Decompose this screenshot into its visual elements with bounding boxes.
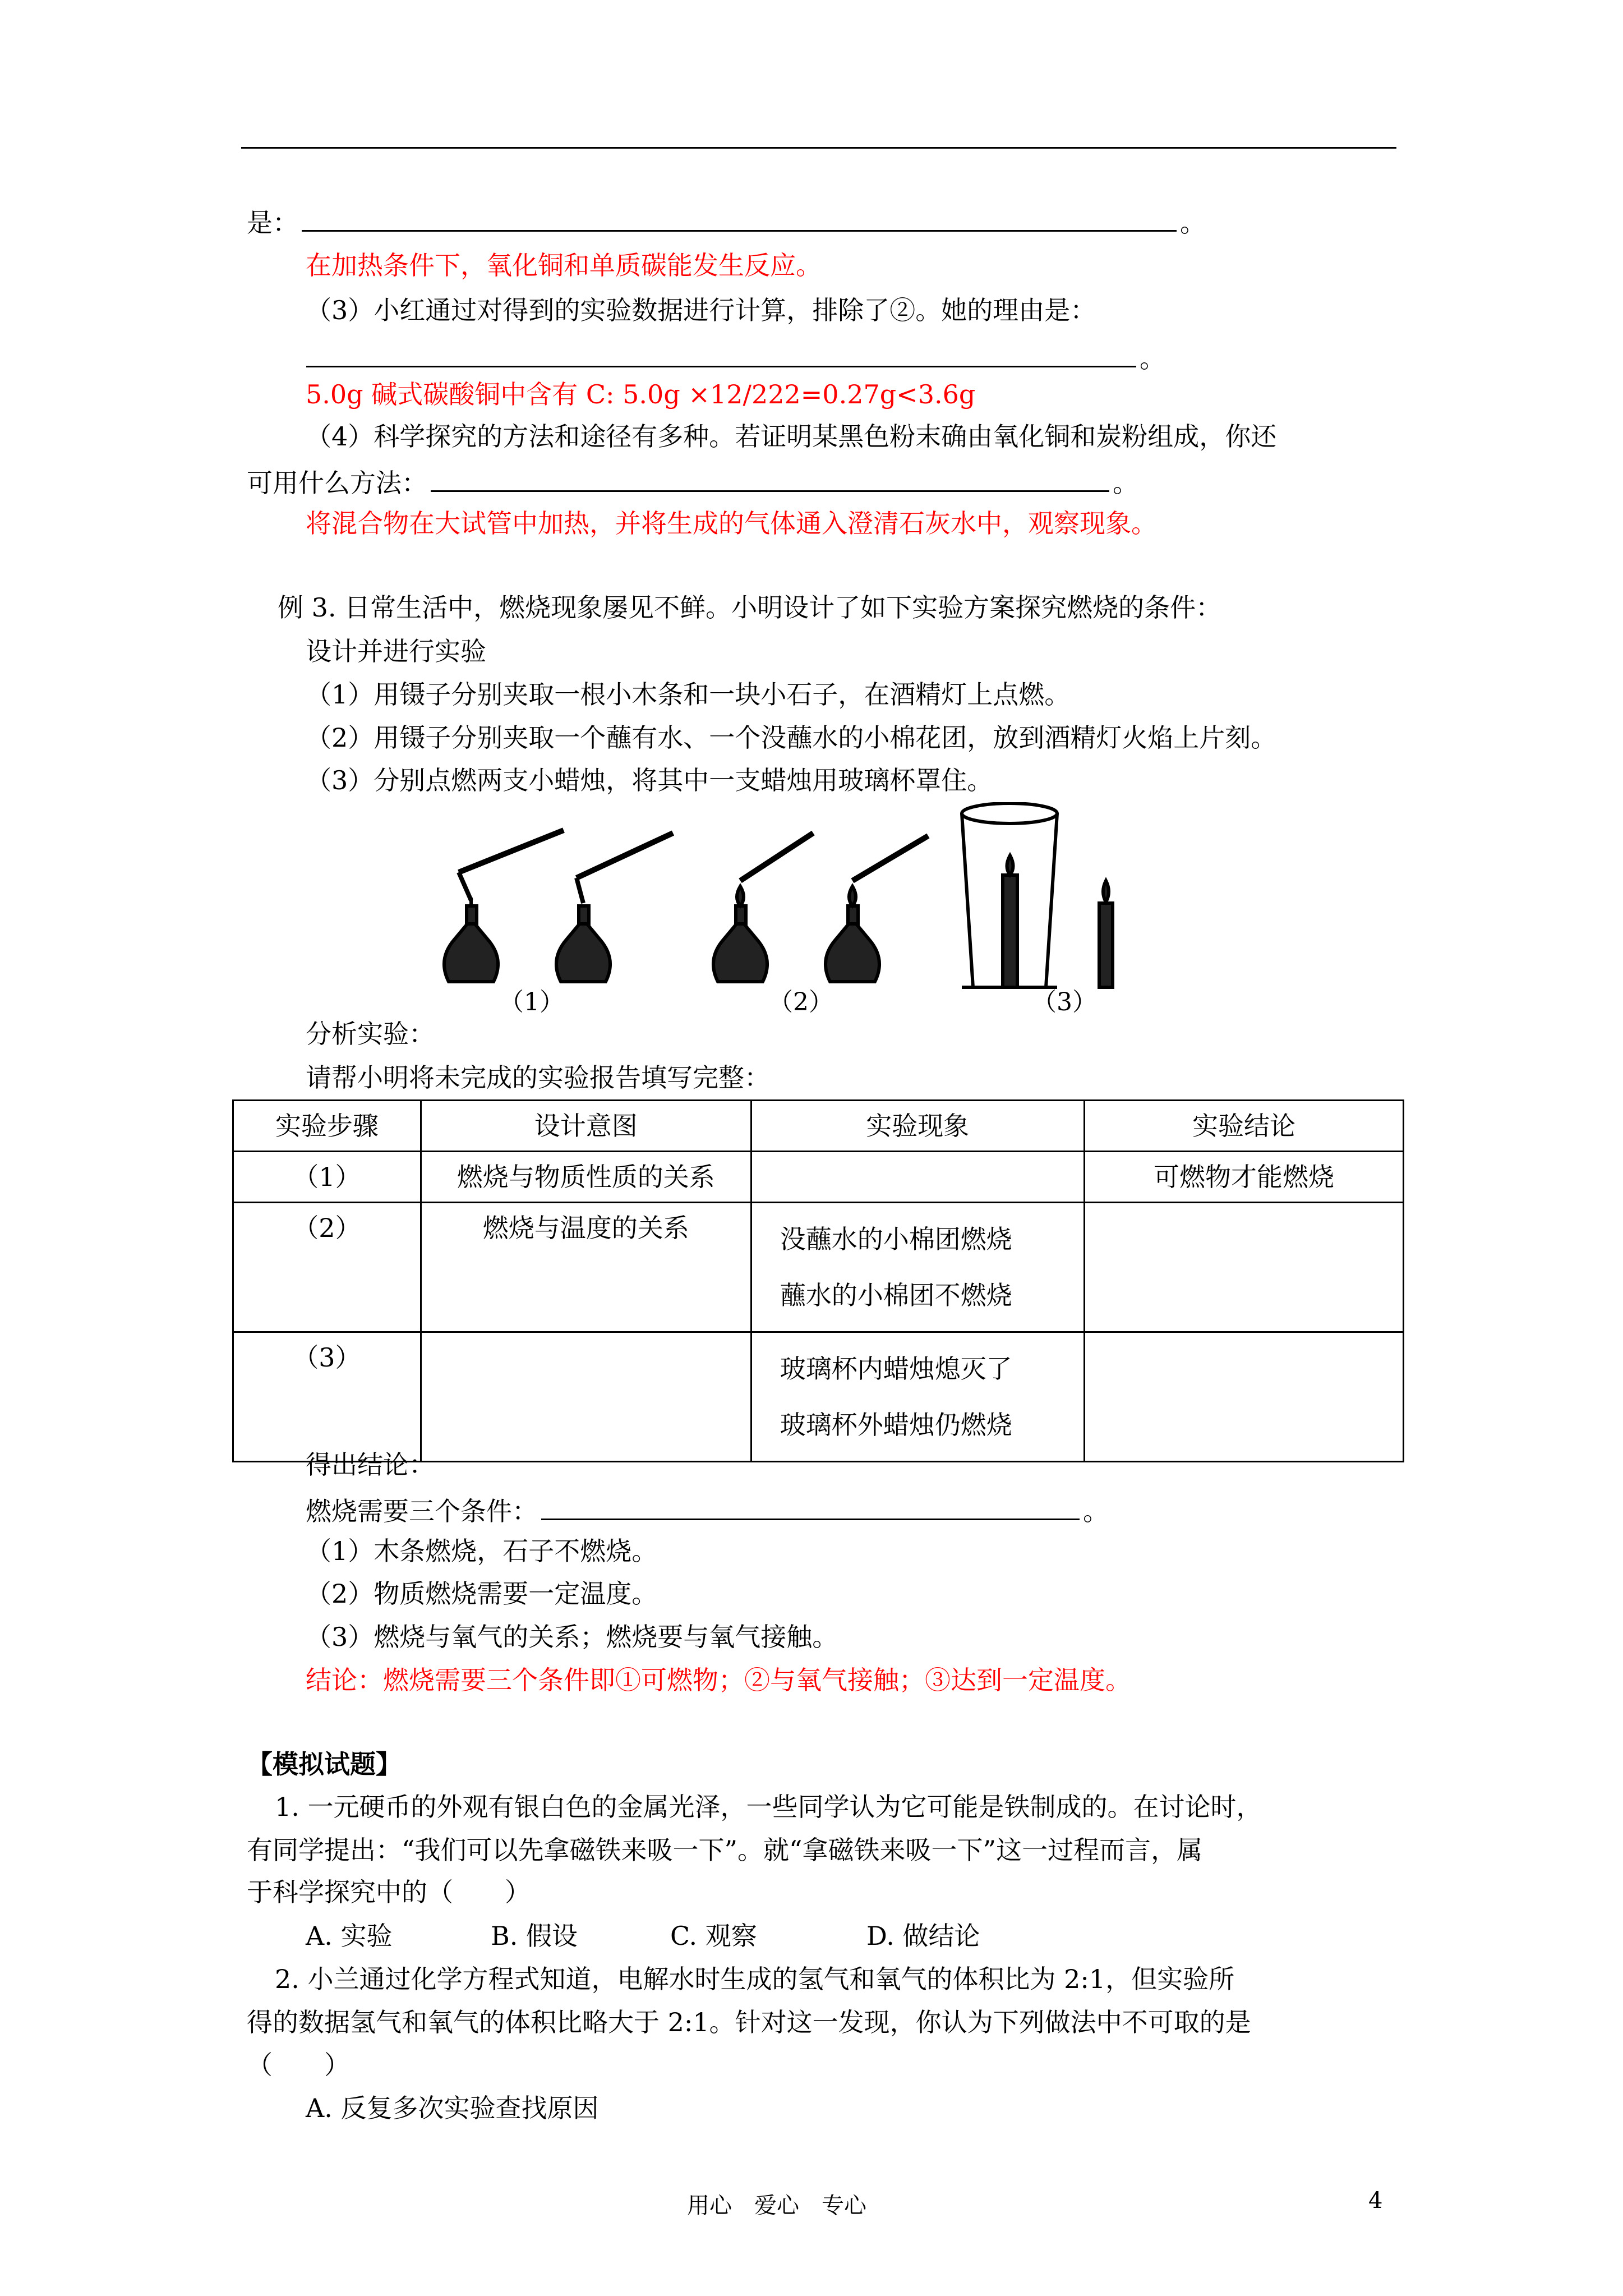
- table-header-cell: 实验步骤: [233, 1101, 421, 1152]
- step-cell: （2）: [233, 1203, 421, 1332]
- conclusion-prompt-prefix: 燃烧需要三个条件：: [306, 1496, 538, 1526]
- analysis-prompt: 请帮小明将未完成的实验报告填写完整：: [306, 1062, 770, 1093]
- answer-blank: [306, 337, 1136, 367]
- step3-text: （3）分别点燃两支小蜡烛，将其中一支蜡烛用玻璃杯罩住。: [306, 765, 993, 795]
- mock-q2-line2: 得的数据氢气和氧气的体积比略大于 2:1。针对这一发现，你认为下列做法中不可取的是: [247, 2007, 1251, 2037]
- table-row: [233, 1152, 1404, 1203]
- phenomenon-line: 蘸水的小棉团不燃烧: [780, 1280, 1012, 1310]
- purpose-cell: [421, 1332, 751, 1462]
- alcohol-lamp-3: [713, 833, 813, 982]
- option-c: C. 观察: [670, 1921, 757, 1951]
- table-row: [233, 1203, 1404, 1332]
- q3-answer: 5.0g 碱式碳酸铜中含有 C: 5.0g ×12/222=0.27g<3.6g: [306, 379, 976, 409]
- experiment-figure: [426, 802, 1144, 1021]
- phenomenon-line: 没蘸水的小棉团燃烧: [780, 1224, 1012, 1254]
- option-b: B. 假设: [491, 1921, 578, 1951]
- header-rule: [241, 147, 1396, 149]
- answer-blank: [431, 461, 1109, 492]
- option-d: D. 做结论: [866, 1921, 980, 1951]
- glass-cup-candle: [962, 803, 1057, 987]
- phenomenon-line: 玻璃杯内蜡烛熄灭了: [780, 1354, 1012, 1384]
- q3-blank-line: [303, 337, 1165, 377]
- q2-tail-line: [247, 201, 1206, 241]
- mock-q1-options: [306, 1917, 980, 1954]
- conclusion-prompt-suffix: 。: [1083, 1496, 1109, 1526]
- phenomenon-cell: [751, 1203, 1084, 1332]
- alcohol-lamp-2: [556, 833, 673, 982]
- table-header-row: [233, 1101, 1404, 1152]
- answer-blank: [302, 201, 1177, 232]
- table-header-cell: 设计意图: [421, 1101, 751, 1152]
- phenomenon-cell: [751, 1332, 1084, 1462]
- q2-answer: 在加热条件下，氧化铜和单质碳能发生反应。: [306, 250, 822, 280]
- phenomenon-line: 玻璃杯外蜡烛仍燃烧: [780, 1410, 1012, 1440]
- phenomenon-cell: [751, 1152, 1084, 1203]
- mock-q1-line1: 1. 一元硬币的外观有银白色的金属光泽，一些同学认为它可能是铁制成的。在讨论时，: [275, 1792, 1262, 1822]
- conclusion-prompt: [306, 1489, 1109, 1530]
- purpose-cell: 燃烧与温度的关系: [421, 1203, 751, 1332]
- table-header-cell: 实验结论: [1084, 1101, 1403, 1152]
- q4-text: （4）科学探究的方法和途径有多种。若证明某黑色粉末确由氧化铜和炭粉组成，你还: [306, 421, 1277, 452]
- purpose-cell: 燃烧与物质性质的关系: [421, 1152, 751, 1203]
- analysis-heading: 分析实验：: [306, 1019, 435, 1049]
- conclusion-cell: 可燃物才能燃烧: [1084, 1152, 1403, 1203]
- page-number: 4: [1368, 2188, 1383, 2214]
- mock-q1-line2: 有同学提出：“我们可以先拿磁铁来吸一下”。就“拿磁铁来吸一下”这一过程而言，属: [247, 1835, 1203, 1865]
- answer-line-1: （1）木条燃烧，石子不燃烧。: [306, 1536, 658, 1566]
- figure-label-1: （1）: [499, 988, 564, 1016]
- q2-tail-prefix: 是：: [247, 208, 298, 238]
- step-cell: （1）: [233, 1152, 421, 1203]
- table-header-cell: 实验现象: [751, 1101, 1084, 1152]
- example3-title: 例 3. 日常生活中，燃烧现象屡见不鲜。小明设计了如下实验方案探究燃烧的条件：: [278, 592, 1222, 623]
- mock-q2-option-a: A. 反复多次实验查找原因: [306, 2093, 599, 2123]
- alcohol-lamp-4: [826, 836, 928, 982]
- conclusion-cell: [1084, 1332, 1403, 1462]
- mock-heading: 【模拟试题】: [247, 1749, 402, 1779]
- step2-text: （2）用镊子分别夹取一个蘸有水、一个没蘸水的小棉花团，放到酒精灯火焰上片刻。: [306, 723, 1277, 753]
- conclusion-heading: 得出结论：: [306, 1450, 435, 1480]
- experiment-report-table: [232, 1099, 1404, 1462]
- option-a: A. 实验: [306, 1921, 393, 1951]
- mock-q2-line3: （ ）: [247, 2050, 350, 2080]
- mock-q2-line1: 2. 小兰通过化学方程式知道，电解水时生成的氢气和氧气的体积比为 2:1，但实验所: [275, 1964, 1235, 1994]
- mock-q1-line3: 于科学探究中的（ ）: [247, 1877, 531, 1907]
- design-heading: 设计并进行实验: [306, 636, 486, 666]
- q4-text2: [247, 461, 1138, 501]
- answer-line-3: （3）燃烧与氧气的关系；燃烧要与氧气接触。: [306, 1622, 838, 1652]
- q3-text: （3）小红通过对得到的实验数据进行计算，排除了②。她的理由是：: [306, 295, 1096, 325]
- figure-label-2: （2）: [768, 988, 833, 1016]
- answer-line-2: （2）物质燃烧需要一定温度。: [306, 1579, 658, 1609]
- figure-label-3: （3）: [1032, 988, 1097, 1016]
- table-row: [233, 1332, 1404, 1462]
- q2-tail-suffix: 。: [1180, 208, 1206, 238]
- candle-outside: [1099, 881, 1113, 987]
- conclusion-cell: [1084, 1203, 1403, 1332]
- q3-suffix: 。: [1140, 343, 1165, 374]
- answer-blank: [541, 1489, 1080, 1520]
- step1-text: （1）用镊子分别夹取一根小木条和一块小石子，在酒精灯上点燃。: [306, 679, 1071, 710]
- footer-motto: 用心 爱心 专心: [687, 2193, 866, 2219]
- q4-answer: 将混合物在大试管中加热，并将生成的气体通入澄清石灰水中，观察现象。: [306, 508, 1157, 539]
- q4-text2-suffix: 。: [1113, 468, 1138, 498]
- step-cell: （3）: [233, 1332, 421, 1462]
- final-answer: 结论：燃烧需要三个条件即①可燃物；②与氧气接触；③达到一定温度。: [306, 1665, 1131, 1695]
- alcohol-lamp-1: [444, 830, 564, 982]
- q4-text2-prefix: 可用什么方法：: [247, 468, 427, 498]
